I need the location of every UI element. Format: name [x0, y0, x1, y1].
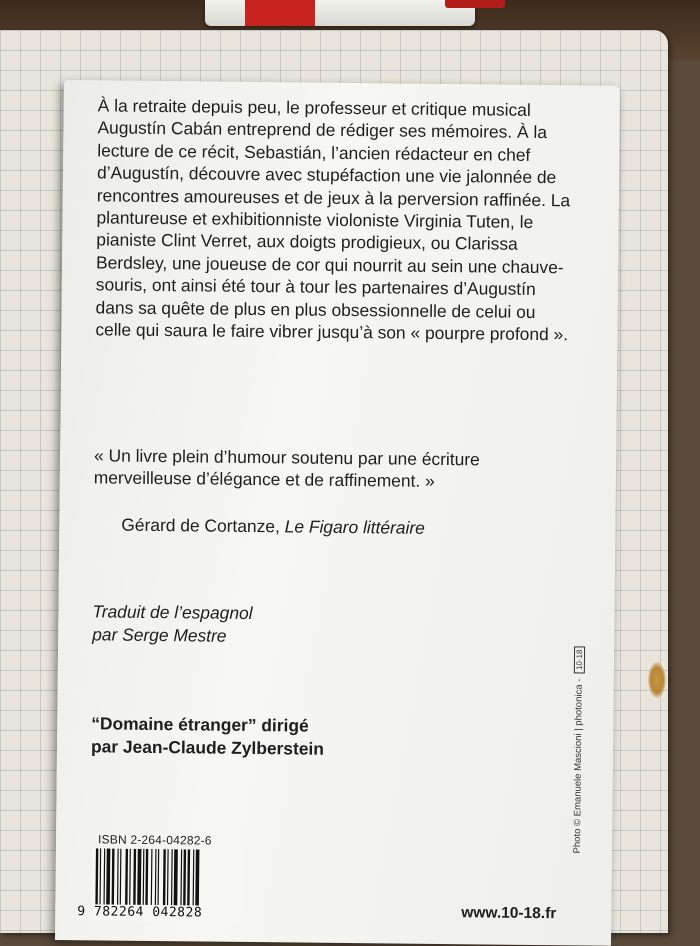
collection-credit — [91, 712, 324, 760]
ean-number: 9 782264 042828 — [77, 904, 203, 921]
quote-publication: Le Figaro littéraire — [284, 516, 425, 538]
quote-author: Gérard de Cortanze, — [121, 514, 280, 537]
coffee-stain — [648, 662, 666, 698]
glue-tube-cap — [445, 0, 505, 8]
press-quote: « Un livre plein d’humour soutenu par une écriture merveilleuse d’élégance et de raffinement. » — [93, 445, 480, 492]
collection-line-1: “Domaine étranger” dirigé — [91, 713, 309, 736]
photo-credit — [572, 646, 585, 853]
photo-credit-text: Photo © Emanuele Mascioni | photonica - — [571, 678, 585, 854]
collection-line-2: par Jean-Claude Zylberstein — [90, 736, 325, 759]
translator-line-2: par Serge Mestre — [92, 624, 227, 646]
book-back-cover — [55, 80, 620, 946]
translator-credit — [92, 600, 253, 648]
publisher-logo-small: 10·18 — [574, 646, 585, 673]
publisher-website: www.10-18.fr — [461, 904, 557, 923]
isbn: ISBN 2-264-04282-6 — [97, 832, 212, 848]
glue-tube-label — [245, 0, 315, 26]
quote-source — [121, 515, 425, 539]
translator-line-1: Traduit de l’espagnol — [92, 601, 253, 624]
glue-tube — [205, 0, 475, 26]
book-blurb: À la retraite depuis peu, le professeur et critique musical Augustín Cabán entreprend de rédiger ses mémoires. À la lecture de ce récit, Sebastián, l’ancien rédacteur en chef d’Augustín, découvre avec stupéfaction une vie jalonnée de rencontres amoureuses et de jeux à la perversion raffinée. La plantureuse et exhibitionniste violoniste Virginia Tuten, le pianiste Clint Verret, aux doigts prodigieux, ou Clarissa Berdsley, une joueuse de cor qui nourrit au sein une chauve-souris, ont ainsi été tour à tour les partenaires d’Augustín dans sa quête de plus en plus obsessionnelle de celui ou celle qui saura le faire vibrer jusqu’à son « pourpre profond ». — [95, 95, 571, 345]
